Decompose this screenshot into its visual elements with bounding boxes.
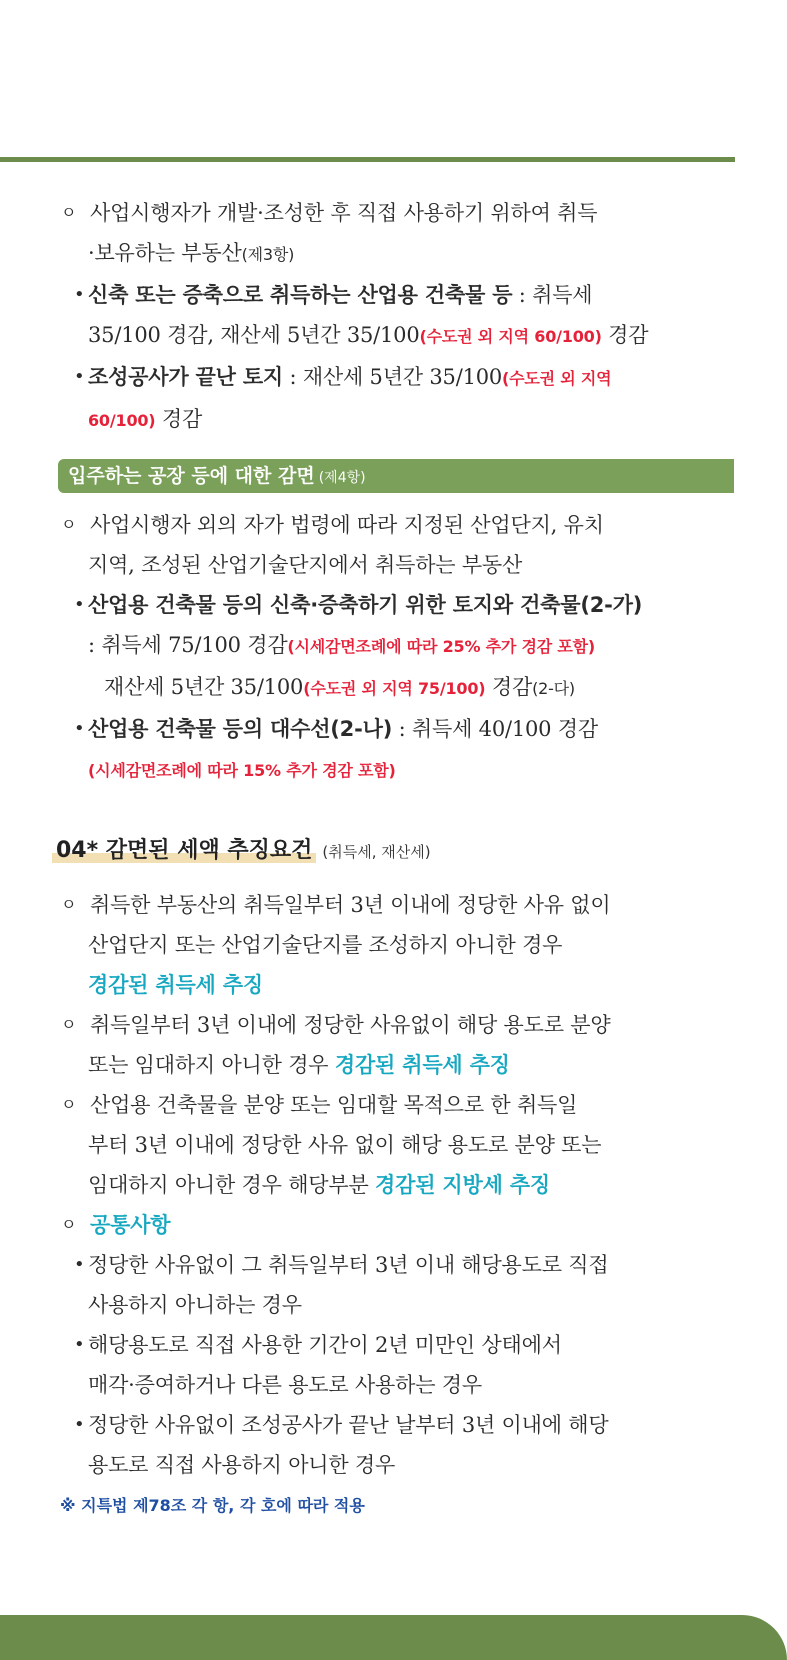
bullet-item-cont: (시세감면조례에 따라 15% 추가 경감 포함) xyxy=(88,761,396,780)
section-heading: 04* 감면된 세액 추징요건 (취득세, 재산세) xyxy=(52,831,738,871)
bullet-item: • 해당용도로 직접 사용한 기간이 2년 미만인 상태에서 xyxy=(58,1325,738,1365)
list-item-cont: 임대하지 아니한 경우 해당부분 경감된 지방세 추징 xyxy=(88,1173,550,1197)
top-divider xyxy=(0,157,735,162)
list-item-cont: 또는 임대하지 아니한 경우 경감된 취득세 추징 xyxy=(88,1053,510,1077)
list-item-cont: 지역, 조성된 산업기술단지에서 취득하는 부동산 xyxy=(88,553,523,577)
bullet-item-cont: 매각·증여하거나 다른 용도로 사용하는 경우 xyxy=(88,1373,482,1397)
section-bar: 입주하는 공장 등에 대한 감면 (제4항) xyxy=(58,459,734,493)
bullet-item-cont: 35/100 경감, 재산세 5년간 35/100(수도권 외 지역 60/100) 경감 xyxy=(88,323,649,347)
bullet-item-cont: 60/100) 경감 xyxy=(88,407,203,431)
list-item-cont: ·보유하는 부동산(제3항) xyxy=(88,241,295,265)
list-item-cont: 산업단지 또는 산업기술단지를 조성하지 아니한 경우 xyxy=(88,933,563,957)
list-item: ㅇ 사업시행자가 개발·조성한 후 직접 사용하기 위하여 취득 xyxy=(58,193,738,233)
bullet-item: • 정당한 사유없이 그 취득일부터 3년 이내 해당용도로 직접 xyxy=(58,1245,738,1285)
bullet-item: • 산업용 건축물 등의 대수선(2-나) : 취득세 40/100 경감 xyxy=(58,709,738,749)
list-item: ㅇ 취득한 부동산의 취득일부터 3년 이내에 정당한 사유 없이 xyxy=(58,885,738,925)
common-heading: ㅇ 공통사항 xyxy=(58,1205,738,1245)
list-item-cont: 경감된 취득세 추징 xyxy=(88,973,263,997)
bullet-item-cont: : 취득세 75/100 경감(시세감면조례에 따라 25% 추가 경감 포함) xyxy=(88,633,596,657)
list-item: ㅇ 산업용 건축물을 분양 또는 임대할 목적으로 한 취득일 xyxy=(58,1085,738,1125)
document-body xyxy=(58,193,738,1523)
bullet-item: • 조성공사가 끝난 토지 : 재산세 5년간 35/100(수도권 외 지역 xyxy=(58,357,738,399)
list-item-cont: 부터 3년 이내에 정당한 사유 없이 해당 용도로 분양 또는 xyxy=(88,1133,602,1157)
bullet-item-cont: 용도로 직접 사용하지 아니한 경우 xyxy=(88,1453,396,1477)
bottom-band xyxy=(0,1615,787,1660)
bullet-item: • 신축 또는 증축으로 취득하는 산업용 건축물 등 : 취득세 xyxy=(58,275,738,315)
bullet-item-cont: 사용하지 아니하는 경우 xyxy=(88,1293,302,1317)
bullet-item: • 산업용 건축물 등의 신축·증축하기 위한 토지와 건축물(2-가) xyxy=(58,585,738,625)
footnote: ※ 지특법 제78조 각 항, 각 호에 따라 적용 xyxy=(60,1496,365,1515)
list-item: ㅇ 취득일부터 3년 이내에 정당한 사유없이 해당 용도로 분양 xyxy=(58,1005,738,1045)
list-item: ㅇ 사업시행자 외의 자가 법령에 따라 지정된 산업단지, 유치 xyxy=(58,505,738,545)
bullet-item-cont: 재산세 5년간 35/100(수도권 외 지역 75/100) 경감(2-다) xyxy=(104,675,575,699)
bullet-item: • 정당한 사유없이 조성공사가 끝난 날부터 3년 이내에 해당 xyxy=(58,1405,738,1445)
